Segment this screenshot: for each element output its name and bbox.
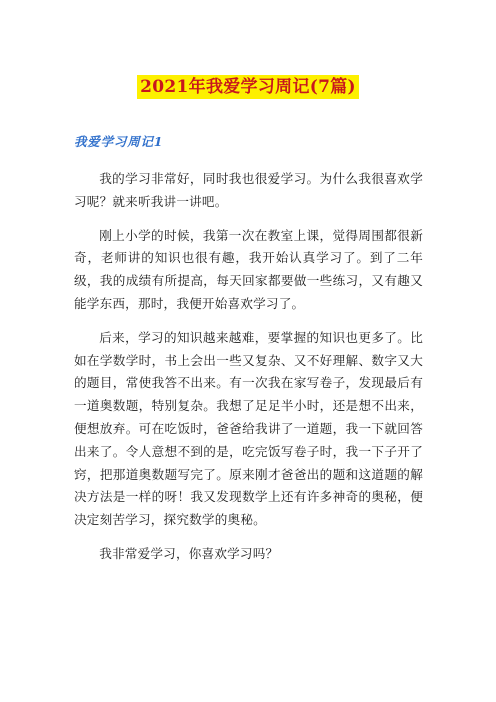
section-heading: 我爱学习周记1 xyxy=(74,134,164,149)
article-body xyxy=(74,168,423,577)
title-container xyxy=(0,75,496,99)
paragraph-4: 我非常爱学习，你喜欢学习吗？ xyxy=(99,545,279,561)
paragraph-2: 刚上小学的时候，我第一次在教室上课，觉得周围都很新奇，老师讲的知识也很有趣，我开始认真学习了。到了二年级，我的成绩有所提高，每天回家都要做一些练习，又有趣又能学东西，那时，我便开始喜欢学习了。 xyxy=(74,227,423,311)
document-title: 2021年我爱学习周记(7篇) xyxy=(137,75,359,99)
paragraph-1: 我的学习非常好，同时我也很爱学习。为什么我很喜欢学习呢？就来听我讲一讲吧。 xyxy=(74,171,423,209)
paragraph-3: 后来，学习的知识越来越难，要掌握的知识也更多了。比如在学数学时，书上会出一些又复杂、又不好理解、数字又大的题目，常使我答不出来。有一次我在家写卷子，发现最后有一道奥数题，特别复杂。我想了足足半小时，还是想不出来，便想放弃。可在吃饭时，爸爸给我讲了一道题，我一下就回答出来了。令人意想不到的是，吃完饭写卷子时，我一下子开了窍，把那道奥数题写完了。原来刚才爸爸出的题和这道题的解决方法是一样的呀！我又发现数学上还有许多神奇的奥秘，便决定刻苦学习，探究数学的奥秘。 xyxy=(74,329,423,528)
